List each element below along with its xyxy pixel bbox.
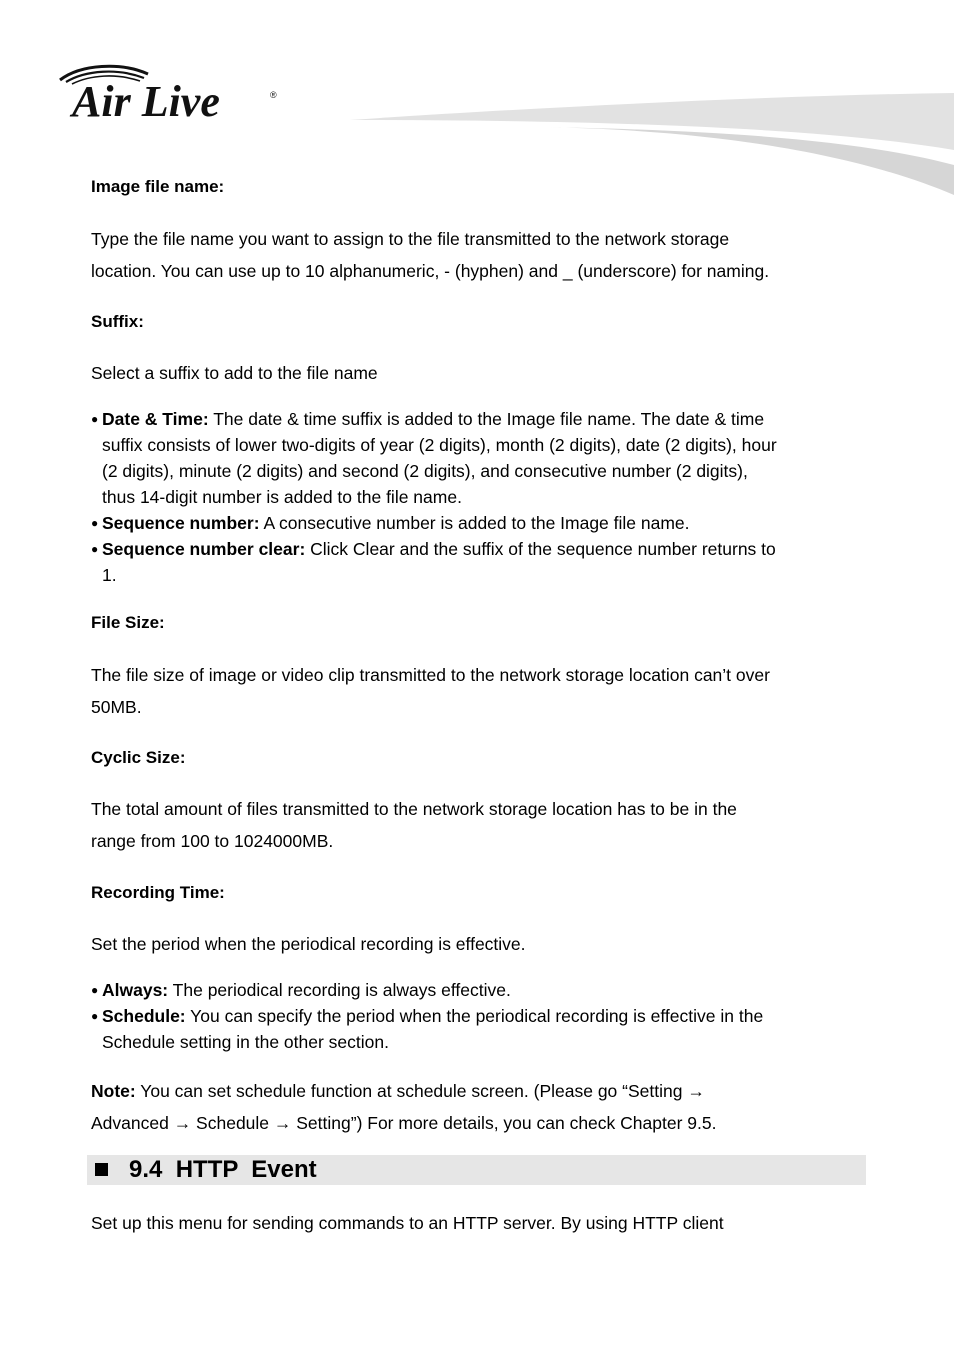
list-item	[91, 536, 861, 588]
bullet-term: Sequence number clear:	[102, 539, 306, 559]
bullet-text: The date & time suffix is added to the Image file name. The date & time	[208, 409, 765, 429]
recording-time-heading: Recording Time:	[91, 883, 225, 902]
text-line: Schedule setting in the other section.	[102, 1032, 389, 1052]
cyclic-size-heading: Cyclic Size:	[91, 748, 186, 767]
suffix-heading: Suffix:	[91, 312, 144, 331]
text-line: Set the period when the periodical recording is effective.	[91, 934, 526, 954]
header-swoosh-graphic	[340, 85, 954, 200]
list-item	[91, 977, 861, 1003]
bullet-icon: ●	[91, 983, 99, 997]
bullet-icon: ●	[91, 542, 99, 556]
bullet-term: Sequence number:	[102, 513, 260, 533]
file-size-heading: File Size:	[91, 613, 165, 632]
bullet-text: The periodical recording is always effective.	[168, 980, 511, 1000]
file-size-description	[91, 659, 861, 723]
text-line: 50MB.	[91, 697, 142, 717]
text-line: Advanced → Schedule → Setting”) For more details, you can check Chapter 9.5.	[91, 1113, 717, 1133]
section-title: 9.4 HTTP Event	[129, 1156, 317, 1183]
cyclic-size-description	[91, 793, 861, 857]
list-item	[91, 510, 861, 536]
recording-time-intro	[91, 928, 861, 960]
square-bullet-icon	[95, 1163, 108, 1176]
text-line: The file size of image or video clip transmitted to the network storage location can’t over	[91, 665, 770, 685]
suffix-bullet-list	[91, 406, 861, 588]
airlive-logo	[56, 62, 286, 126]
text-line: Type the file name you want to assign to the file transmitted to the network storage	[91, 229, 730, 249]
list-item	[91, 406, 861, 510]
image-file-name-heading: Image file name:	[91, 177, 225, 196]
bullet-term: Schedule:	[102, 1006, 186, 1026]
bullet-icon: ●	[91, 516, 99, 530]
image-file-name-description	[91, 223, 861, 287]
note-text: You can set schedule function at schedule screen. (Please go “Setting →	[135, 1081, 705, 1101]
bullet-text: You can specify the period when the periodical recording is effective in the	[185, 1006, 764, 1026]
text-line: range from 100 to 1024000MB.	[91, 831, 334, 851]
bullet-text: Click Clear and the suffix of the sequence number returns to	[305, 539, 776, 559]
bullet-icon: ●	[91, 412, 99, 426]
bullet-term: Date & Time:	[102, 409, 209, 429]
bullet-icon: ●	[91, 1009, 99, 1023]
text-line: location. You can use up to 10 alphanumeric, - (hyphen) and _ (underscore) for naming.	[91, 261, 770, 281]
registered-mark: ®	[270, 90, 277, 100]
text-line: Select a suffix to add to the file name	[91, 363, 378, 383]
bullet-text: A consecutive number is added to the Image file name.	[259, 513, 690, 533]
text-line: (2 digits), minute (2 digits) and second (2 digits), and consecutive number (2 digits),	[102, 461, 748, 481]
text-line: suffix consists of lower two-digits of year (2 digits), month (2 digits), date (2 digits), hour	[102, 435, 777, 455]
note-paragraph	[91, 1075, 861, 1139]
list-item	[91, 1003, 861, 1055]
text-line: The total amount of files transmitted to the network storage location has to be in the	[91, 799, 737, 819]
page-header	[0, 0, 954, 200]
http-event-description	[91, 1207, 861, 1239]
text-line: Set up this menu for sending commands to an HTTP server. By using HTTP client	[91, 1213, 724, 1233]
note-label: Note:	[91, 1081, 136, 1101]
bullet-term: Always:	[102, 980, 169, 1000]
text-line: 1.	[102, 565, 117, 585]
logo-wordmark: Air Live	[72, 77, 220, 126]
text-line: thus 14-digit number is added to the file name.	[102, 487, 462, 507]
suffix-intro	[91, 357, 861, 389]
section-heading-bar	[87, 1155, 866, 1185]
recording-time-bullet-list	[91, 977, 861, 1055]
